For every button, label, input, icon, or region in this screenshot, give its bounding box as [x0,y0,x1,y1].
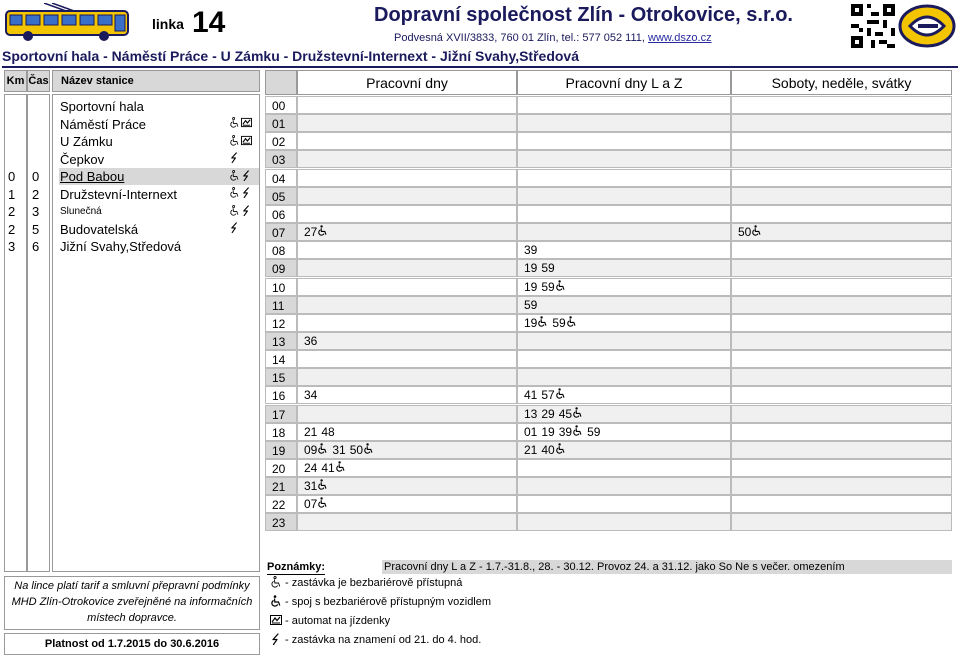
departure-cell [731,241,952,259]
departure-minute: 41 [321,461,335,475]
departure-cell [297,477,517,495]
hour-cell: 20 [265,459,297,477]
departure-cell [297,132,517,150]
departure-cell [297,350,517,368]
departure-minute: 59 [524,297,538,312]
departure-cell [731,223,952,241]
departure-cell [517,296,731,314]
legend-text: - zastávka je bezbariérově přístupná [285,577,463,589]
station-km: 2 [8,204,16,219]
departure-minute: 31 [304,479,318,494]
departure-cell [731,114,952,132]
departure-minute: 48 [321,424,335,439]
hour-cell: 13 [265,332,297,350]
notes-label: Poznámky: [267,561,326,573]
departure-minute: 50 [738,225,752,240]
departure-cell [297,205,517,223]
hour-cell: 04 [265,169,297,187]
hour-cell: 05 [265,187,297,205]
station-time: 3 [32,204,40,219]
legend-text: - spoj s bezbariérově přístupným vozidlem [285,596,492,608]
departure-cell [297,278,517,296]
departure-cell [517,350,731,368]
hour-cell: 11 [265,296,297,314]
departure-minute: 59 [552,315,566,330]
departure-cell [517,150,731,168]
departure-minute: 59 [587,424,601,439]
wheelchair-icon [555,441,566,459]
station-name: Budovatelská [60,221,139,237]
departure-cell [517,441,731,459]
km-header: Km [4,70,27,92]
station-name: Náměstí Práce [60,116,146,132]
departure-cell [731,314,952,332]
hour-cell: 02 [265,132,297,150]
wheelchair-icon [572,423,583,441]
departure-cell [731,350,952,368]
departure-cell [731,187,952,205]
station-km: 1 [8,186,16,202]
departure-cell [731,513,952,531]
departure-minute: 41 [524,388,538,403]
departure-cell [731,150,952,168]
station-name: U Zámku [60,134,113,149]
departure-minute: 29 [541,406,555,421]
departure-cell [731,205,952,223]
departure-cell [297,241,517,259]
departure-cell [517,405,731,423]
hour-cell: 17 [265,405,297,423]
departure-cell [517,223,731,241]
departure-minute: 21 [524,442,538,457]
departure-cell [517,114,731,132]
departure-minute: 57 [541,388,555,403]
departure-cell [297,495,517,513]
departure-cell [297,223,517,241]
hour-cell: 09 [265,259,297,277]
wheelchair-icon [566,314,577,332]
station-name: Jižní Svahy,Středová [60,239,182,254]
wheelchair-icon [751,223,762,241]
hour-cell: 14 [265,350,297,368]
hour-cell: 00 [265,96,297,114]
company-address [394,32,712,44]
departure-cell [297,423,517,441]
company-name: Dopravní společnost Zlín - Otrokovice, s.r.o. [374,4,793,26]
station-time: 0 [32,169,40,184]
departure-minute: 31 [332,442,346,457]
column-header-workdays-lz: Pracovní dny L a Z [517,70,731,95]
departure-cell [517,332,731,350]
station-name-header: Název stanice [52,70,260,92]
legend-item [270,614,390,628]
notes-remark: Pracovní dny L a Z - 1.7.-31.8., 28. - 30.12. Provoz 24. a 31.12. jako So Ne s večer. omezením [382,560,952,574]
departure-cell [297,368,517,386]
departure-minute: 39 [558,424,573,439]
departure-cell [517,205,731,223]
wheelchair-icon [572,405,583,423]
departure-minute: 19 [524,261,538,276]
departure-cell [517,259,731,277]
departure-cell [731,495,952,513]
legend-item [270,633,481,647]
wheelchair-icon [537,314,548,332]
departure-cell [517,169,731,187]
departure-cell [731,296,952,314]
address-text: Podvesná XVII/3833, 760 01 Zlín, tel.: 577 052 111, [394,32,648,44]
wheelchair-icon [555,386,566,404]
line-number: 14 [192,6,226,39]
wheelchair-icon [317,495,328,513]
departure-minute: 36 [304,333,318,348]
departure-cell [297,405,517,423]
departure-cell [297,332,517,350]
departure-cell [731,96,952,114]
departure-cell [517,386,731,404]
trolleybus-logo-icon [4,3,132,43]
legend-item [270,576,462,590]
hour-cell: 16 [265,386,297,404]
departure-cell [517,187,731,205]
departure-cell [517,513,731,531]
departure-minute: 07 [304,497,318,512]
hour-cell: 21 [265,477,297,495]
hour-cell: 06 [265,205,297,223]
cas-header: Čas [27,70,50,92]
hour-cell: 15 [265,368,297,386]
wheelchair-icon [317,223,328,241]
legend [0,576,960,656]
departure-cell [517,368,731,386]
departure-cell [297,150,517,168]
qr-code-icon [851,4,895,48]
departure-cell [297,114,517,132]
departure-minute: 27 [304,225,318,240]
departure-minute: 01 [524,424,538,439]
departure-cell [297,386,517,404]
departure-minute: 13 [524,406,538,421]
departure-minute: 45 [558,406,573,421]
departure-cell [517,278,731,296]
wheelchair-icon [270,595,282,610]
departure-cell [731,368,952,386]
departure-minute: 19 [524,279,538,294]
hour-cell: 08 [265,241,297,259]
departure-cell [517,132,731,150]
station-time: 6 [32,239,40,254]
departure-minute: 40 [541,442,555,457]
request-stop-icon [270,633,282,648]
wheelchair-icon [363,441,374,459]
station-km: 0 [8,169,16,184]
tariff-note: Na lince platí tarif a smluvní přepravní podmínky MHD Zlín-Otrokovice zveřejněné na informačních místech dopravce. [4,576,260,630]
departure-cell [297,169,517,187]
ticket-machine-icon [270,614,282,629]
hour-cell: 03 [265,150,297,168]
station-name: Slunečná [60,206,102,217]
station-km: 2 [8,221,16,237]
departure-minute: 19 [541,424,555,439]
wheelchair-icon [317,477,328,495]
departure-cell [297,459,517,477]
hour-cell: 18 [265,423,297,441]
departure-cell [731,423,952,441]
departure-cell [297,314,517,332]
departure-cell [517,459,731,477]
departure-minute: 24 [304,461,318,475]
station-time: 2 [32,186,40,202]
station-time: 5 [32,221,40,237]
hour-cell: 10 [265,278,297,296]
hour-cell: 22 [265,495,297,513]
departure-cell [517,96,731,114]
company-logo-icon [898,4,956,48]
hour-cell: 23 [265,513,297,531]
departure-cell [517,495,731,513]
departure-cell [517,241,731,259]
departure-cell [731,259,952,277]
hour-cell: 12 [265,314,297,332]
departure-cell [297,441,517,459]
hour-cell: 19 [265,441,297,459]
departure-cell [517,423,731,441]
departure-cell [731,332,952,350]
departure-cell [731,477,952,495]
legend-text: - zastávka na znamení od 21. do 4. hod. [285,634,482,646]
departure-minute: 19 [524,315,538,330]
departure-minute: 09 [304,442,318,457]
wheelchair-icon [555,278,566,296]
departure-minute: 34 [304,388,318,403]
departure-minute: 50 [349,442,364,457]
departure-cell [731,169,952,187]
legend-item [270,595,491,609]
wheelchair-outline-icon [270,576,282,591]
line-word: linka [152,16,184,32]
departure-cell [297,296,517,314]
legend-text: - automat na jízdenky [285,615,391,627]
departure-cell [517,477,731,495]
timetable-grid [0,96,960,556]
departure-cell [297,96,517,114]
departure-minute: 59 [541,261,555,276]
station-name: Sportovní hala [60,99,144,114]
station-km: 3 [8,239,16,254]
station-name: Družstevní-Internext [60,186,178,202]
wheelchair-icon [317,441,328,459]
departure-cell [297,259,517,277]
departure-cell [517,314,731,332]
departure-minute: 21 [304,424,318,439]
wheelchair-icon [335,459,346,477]
hour-header [265,70,297,95]
route-title: Sportovní hala - Náměstí Práce - U Zámku - Družstevní-Internext - Jižní Svahy,Středová [2,48,580,64]
departure-cell [731,441,952,459]
departure-minute: 59 [541,279,555,294]
current-station-name: Pod Babou [59,168,259,185]
hour-cell: 07 [265,223,297,241]
website-link[interactable]: www.dszo.cz [648,32,712,44]
departure-cell [297,513,517,531]
departure-minute: 39 [524,243,538,258]
departure-cell [731,386,952,404]
station-name: Čepkov [60,151,105,167]
departure-cell [297,187,517,205]
departure-cell [731,132,952,150]
column-header-weekends: Soboty, neděle, svátky [731,70,952,95]
column-header-workdays: Pracovní dny [297,70,517,95]
departure-cell [731,405,952,423]
departure-cell [731,278,952,296]
validity-period: Platnost od 1.7.2015 do 30.6.2016 [4,633,260,655]
header-divider [2,66,958,68]
departure-cell [731,459,952,477]
hour-cell: 01 [265,114,297,132]
